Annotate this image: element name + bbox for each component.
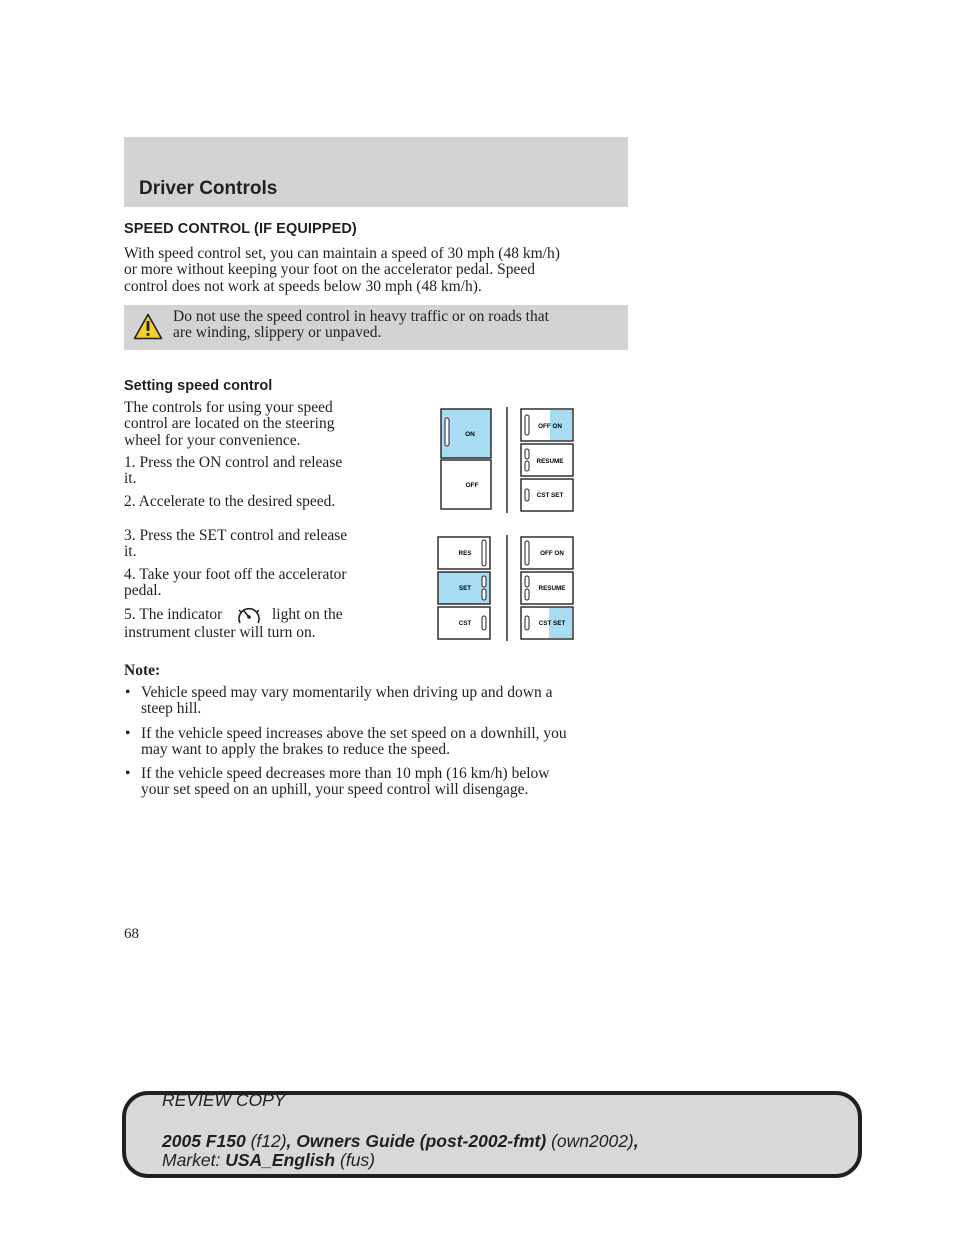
separator: , bbox=[633, 1131, 639, 1151]
text-line: pedal. bbox=[124, 582, 162, 600]
res-label: RES bbox=[458, 550, 472, 557]
warning-text bbox=[173, 309, 613, 342]
footer-title-line bbox=[162, 1131, 639, 1152]
cst-set-switch bbox=[521, 607, 573, 639]
separator: , bbox=[286, 1131, 297, 1151]
off-on-switch bbox=[521, 409, 573, 441]
intro-paragraph bbox=[124, 246, 624, 295]
market-name: USA_English bbox=[225, 1150, 336, 1170]
off-on-switch bbox=[521, 537, 573, 569]
text-line: The controls for using your speed bbox=[124, 399, 333, 416]
list-item bbox=[124, 766, 624, 800]
guide-code: (own2002) bbox=[551, 1131, 634, 1151]
cst-label: CST bbox=[458, 620, 472, 627]
resume-label: RESUME bbox=[536, 458, 564, 465]
note-label: Note: bbox=[124, 662, 161, 679]
market-label: Market: bbox=[162, 1150, 221, 1170]
cst-button bbox=[438, 607, 490, 639]
text-line: 4. Take your foot off the accelerator bbox=[124, 566, 347, 583]
text-line: 3. Press the SET control and release bbox=[124, 527, 348, 544]
subsection-title: Setting speed control bbox=[124, 378, 273, 394]
off-on-label: OFF ON bbox=[538, 423, 562, 430]
text-line: If the vehicle speed decreases more than 10 mph (16 km/h) below bbox=[141, 765, 550, 782]
off-label: OFF bbox=[465, 482, 479, 489]
text-line: your set speed on an uphill, your speed control will disengage. bbox=[141, 781, 529, 799]
set-label: SET bbox=[458, 585, 472, 592]
text-line: control are located on the steering bbox=[124, 415, 335, 433]
warning-triangle-icon bbox=[133, 313, 163, 340]
step-2: 2. Accelerate to the desired speed. bbox=[124, 493, 336, 510]
review-copy-label: REVIEW COPY bbox=[162, 1090, 286, 1110]
intro-line: control does not work at speeds below 30 mph (48 km/h). bbox=[124, 277, 482, 295]
on-button bbox=[441, 409, 491, 458]
text-line: may want to apply the brakes to reduce the speed. bbox=[141, 741, 451, 759]
step-5-end: instrument cluster will turn on. bbox=[124, 624, 316, 641]
bullet-icon: • bbox=[125, 684, 131, 701]
warning-line: are winding, slippery or unpaved. bbox=[173, 324, 382, 342]
text-line: it. bbox=[124, 470, 137, 488]
controls-paragraph bbox=[124, 400, 382, 449]
section-title: SPEED CONTROL (IF EQUIPPED) bbox=[124, 221, 357, 237]
set-button bbox=[438, 572, 490, 604]
step-3 bbox=[124, 528, 382, 561]
list-item bbox=[124, 726, 624, 760]
resume-switch bbox=[521, 572, 573, 604]
text-line: 1. Press the ON control and release bbox=[124, 454, 343, 471]
footer-review-line bbox=[162, 1090, 286, 1111]
resume-label: RESUME bbox=[538, 585, 566, 592]
speed-control-diagram-bottom bbox=[436, 532, 580, 644]
intro-line: or more without keeping your foot on the accelerator pedal. Speed bbox=[124, 261, 536, 279]
text-line: wheel for your convenience. bbox=[124, 431, 301, 449]
model-name: 2005 F150 bbox=[162, 1131, 246, 1151]
off-on-label: OFF ON bbox=[540, 550, 564, 557]
step-1 bbox=[124, 455, 382, 488]
page-title: Driver Controls bbox=[139, 178, 278, 199]
speed-control-diagram-top bbox=[436, 403, 580, 515]
text-line: Vehicle speed may vary momentarily when driving up and down a bbox=[141, 684, 553, 701]
step-5-start: 5. The indicator bbox=[124, 606, 223, 623]
text-line: it. bbox=[124, 543, 137, 561]
text-line: steep hill. bbox=[141, 700, 202, 718]
cst-set-switch bbox=[521, 479, 573, 511]
intro-line: With speed control set, you can maintain a speed of 30 mph (48 km/h) bbox=[124, 245, 560, 262]
res-button bbox=[438, 537, 490, 569]
market-code: (fus) bbox=[340, 1150, 375, 1170]
resume-switch bbox=[521, 444, 573, 476]
cst-set-label: CST SET bbox=[536, 492, 564, 499]
bullet-icon: • bbox=[125, 725, 131, 742]
guide-name: Owners Guide (post-2002-fmt) bbox=[296, 1131, 547, 1151]
list-item bbox=[124, 685, 624, 719]
bullet-icon: • bbox=[125, 765, 131, 782]
model-code: (f12) bbox=[250, 1131, 287, 1151]
cst-set-label: CST SET bbox=[538, 620, 566, 627]
footer-market-line bbox=[162, 1150, 375, 1171]
warning-line: Do not use the speed control in heavy traffic or on roads that bbox=[173, 308, 549, 325]
off-button bbox=[441, 460, 491, 509]
step-4 bbox=[124, 567, 382, 600]
on-label: ON bbox=[465, 431, 475, 438]
page-number: 68 bbox=[124, 926, 139, 942]
text-line: If the vehicle speed increases above the set speed on a downhill, you bbox=[141, 725, 567, 742]
step-5-middle: light on the bbox=[272, 606, 343, 623]
